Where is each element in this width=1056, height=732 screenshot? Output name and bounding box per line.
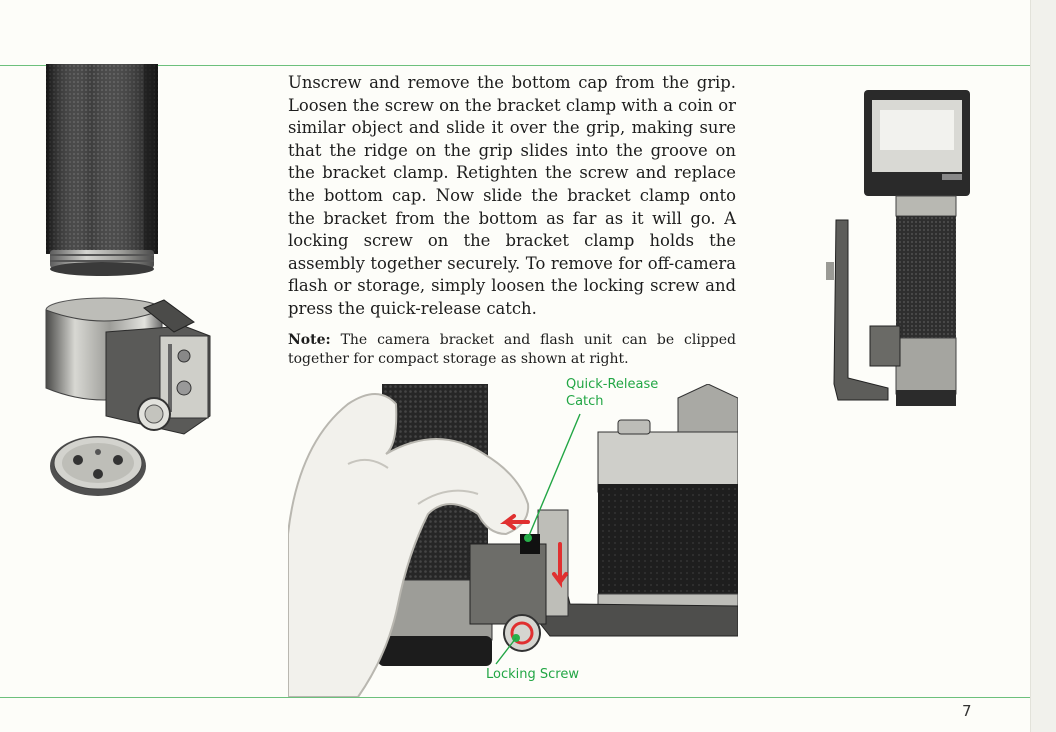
flash-storage-photo xyxy=(826,88,974,410)
note-paragraph xyxy=(288,331,736,369)
assembly-photo xyxy=(288,384,738,697)
note-text: The camera bracket and flash unit can be clipped together for compact storage as shown at right. xyxy=(288,332,737,367)
body-paragraph: Unscrew and remove the bottom cap from the grip. Loosen the screw on the bracket clamp with a coin or similar object and slide it over the grip, making sure that the ridge on the grip slides into the groove on the bracket clamp. Retighten the screw and replace the bottom cap. Now slide the bracket clamp onto the bracket from the bottom as far as it will go. A locking screw on the bracket clamp holds the assembly together securely. To remove for off-camera flash or storage, simply loosen the locking screw and press the quick-release catch. xyxy=(288,73,736,318)
bracket-clamp-photo xyxy=(44,296,216,436)
locking-screw-callout: Locking Screw xyxy=(486,667,579,682)
note-label: Note: xyxy=(288,332,331,348)
bottom-cap-photo xyxy=(48,430,148,500)
quick-release-callout: Quick-Release Catch xyxy=(566,377,659,409)
bottom-rule xyxy=(0,697,1030,698)
grip-photo xyxy=(40,64,164,282)
page-number: 7 xyxy=(962,702,972,720)
page-edge xyxy=(1030,0,1056,732)
